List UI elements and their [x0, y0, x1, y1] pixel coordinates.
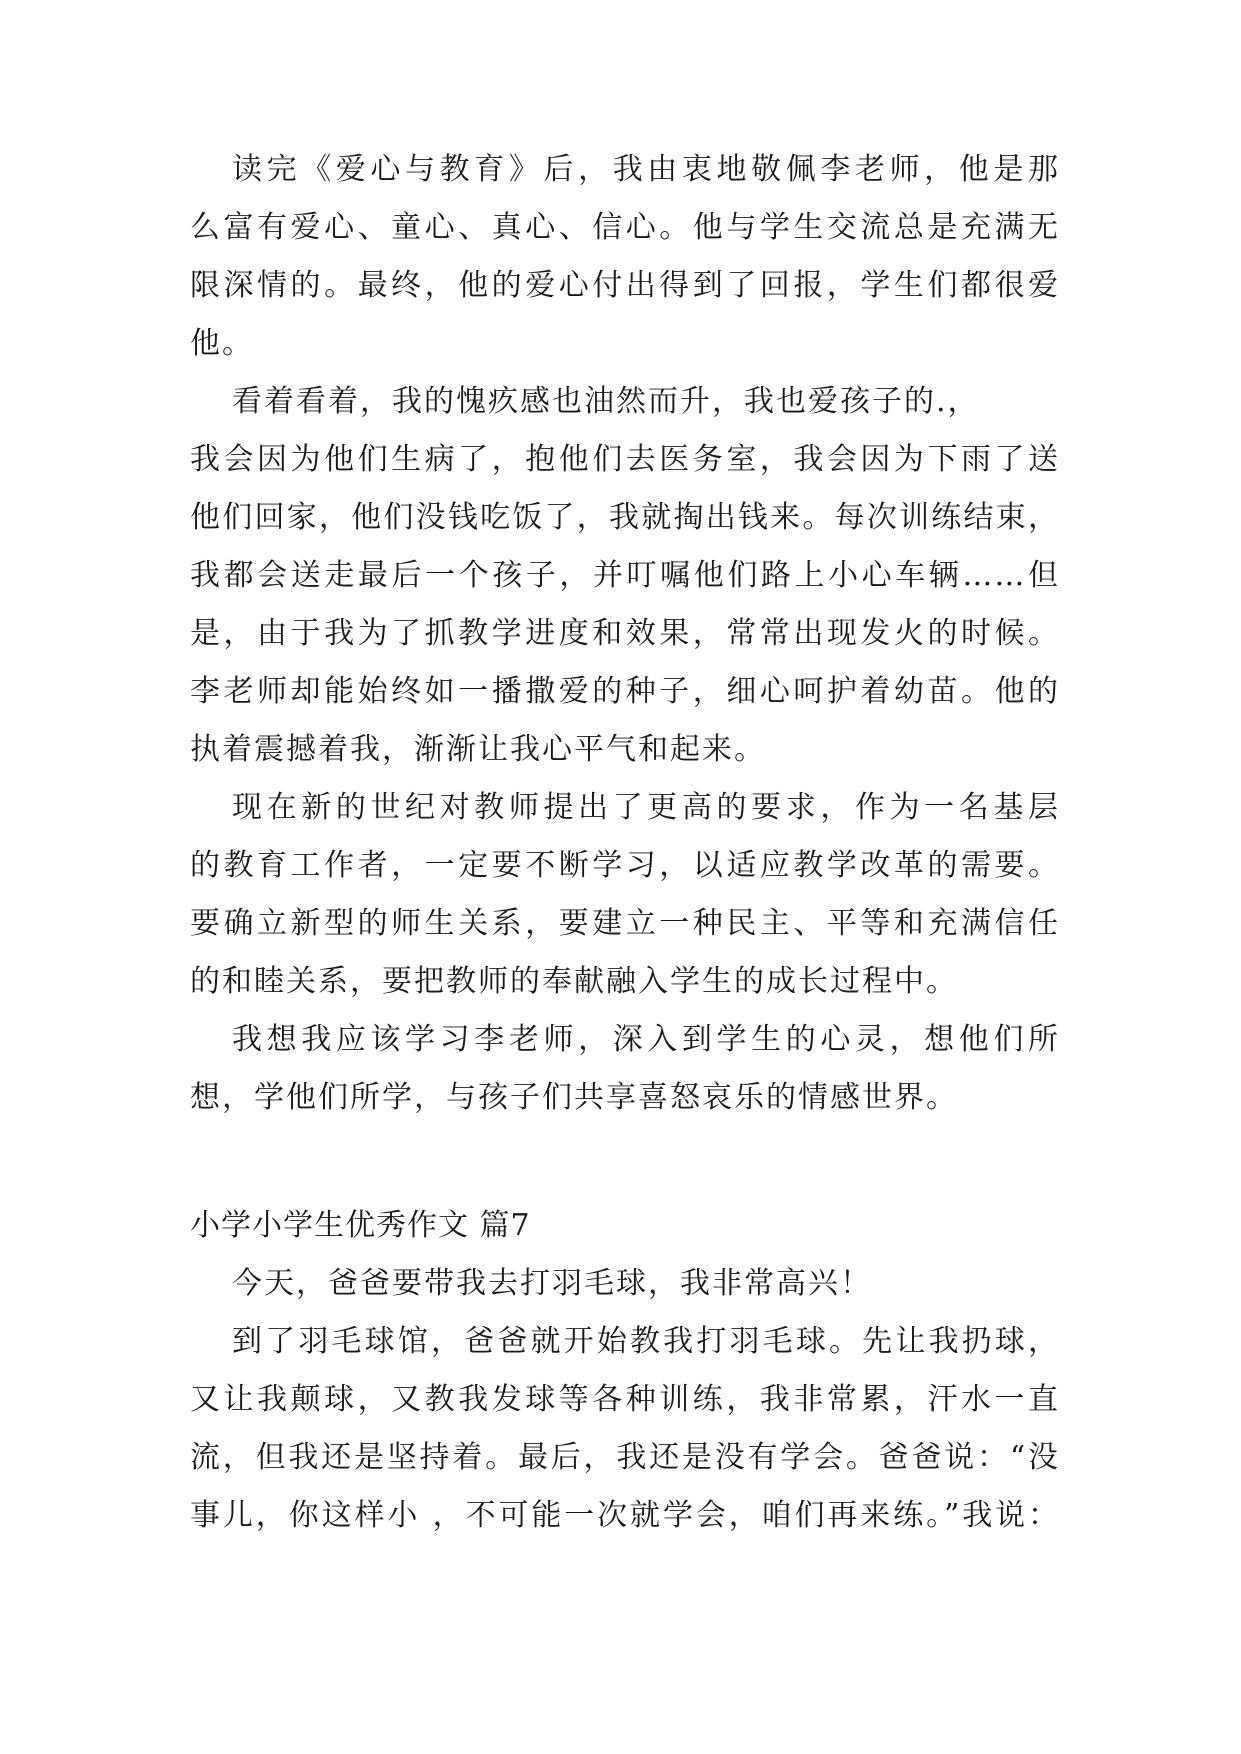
paragraph-line: 的和睦关系，要把教师的奉献融入学生的成长过程中。 [190, 964, 958, 999]
section-heading: 小学小学生优秀作文 篇7 [190, 1208, 531, 1243]
paragraph-line: 我会因为他们生病了，抱他们去医务室，我会因为下雨了送 [190, 442, 1060, 477]
paragraph-line: 李老师却能始终如一播撒爱的种子，细心呵护着幼苗。他的 [190, 674, 1060, 709]
paragraph-line: 到了羽毛球馆，爸爸就开始教我打羽毛球。先让我扔球， [232, 1324, 1060, 1359]
paragraph-line: 要确立新型的师生关系，要建立一种民主、平等和充满信任 [190, 906, 1060, 941]
paragraph-line: 限深情的。最终，他的爱心付出得到了回报，学生们都很爱 [190, 268, 1060, 303]
paragraph-line: 的教育工作者，一定要不断学习，以适应教学改革的需要。 [190, 848, 1060, 883]
paragraph-line: 执着震撼着我，渐渐让我心平气和起来。 [190, 732, 766, 767]
paragraph-line: 是，由于我为了抓教学进度和效果，常常出现发火的时候。 [190, 616, 1060, 651]
paragraph-line: 读完《爱心与教育》后，我由衷地敬佩李老师，他是那 [232, 152, 1060, 187]
paragraph-line: 今天，爸爸要带我去打羽毛球，我非常高兴！ [232, 1266, 872, 1301]
paragraph-line: 他们回家，他们没钱吃饭了，我就掏出钱来。每次训练结束， [190, 500, 1060, 535]
paragraph-line: 事儿，你这样小 ，不可能一次就学会，咱们再来练。”我说： [190, 1498, 1060, 1533]
paragraph-line: 么富有爱心、童心、真心、信心。他与学生交流总是充满无 [190, 210, 1060, 245]
paragraph-line: 现在新的世纪对教师提出了更高的要求，作为一名基层 [232, 790, 1060, 825]
paragraph-line: 我想我应该学习李老师，深入到学生的心灵，想他们所 [232, 1022, 1060, 1057]
paragraph-line: 看着看着，我的愧疚感也油然而升，我也爱孩子的.， [232, 384, 980, 419]
paragraph-line: 流，但我还是坚持着。最后，我还是没有学会。爸爸说：“没 [190, 1440, 1060, 1475]
paragraph-line: 想，学他们所学，与孩子们共享喜怒哀乐的情感世界。 [190, 1080, 958, 1115]
paragraph-line: 又让我颠球，又教我发球等各种训练，我非常累，汗水一直 [190, 1382, 1060, 1417]
paragraph-line: 我都会送走最后一个孩子，并叮嘱他们路上小心车辆……但 [190, 558, 1060, 593]
paragraph-line: 他。 [190, 326, 254, 361]
